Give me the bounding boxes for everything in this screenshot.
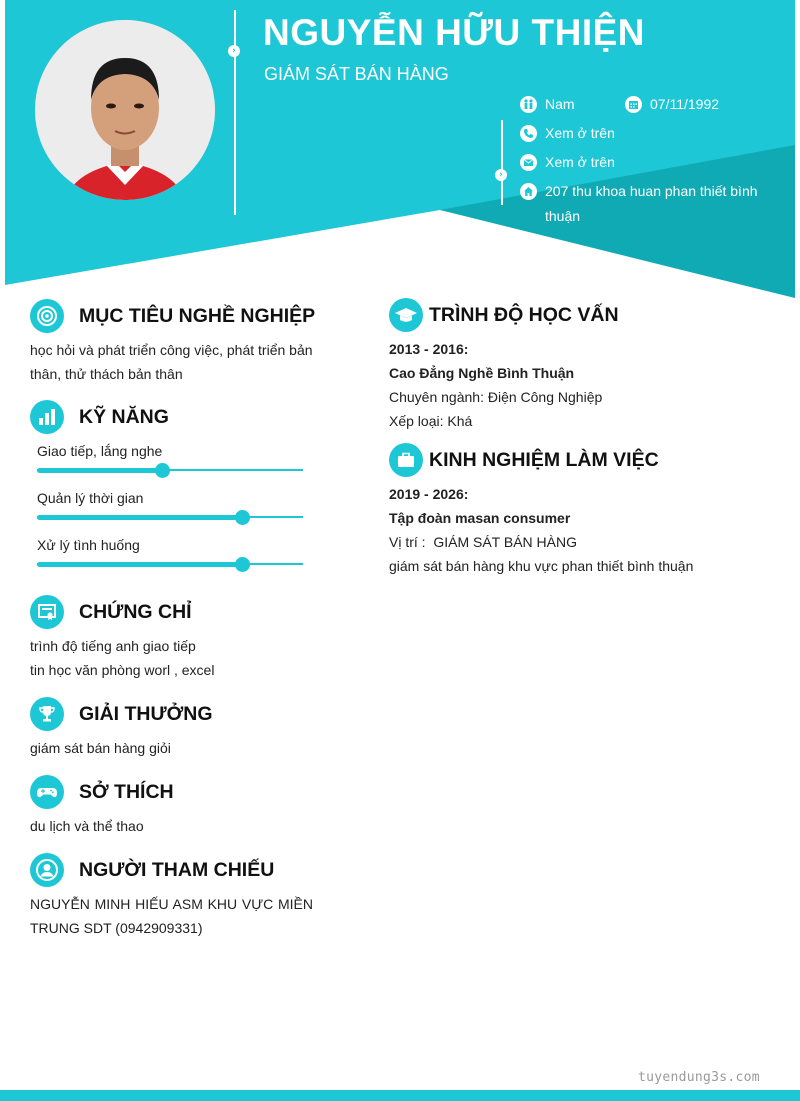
- bar-chart-icon: [30, 400, 64, 434]
- birthday-value: 07/11/1992: [650, 96, 720, 112]
- experience-company: Tập đoàn masan consumer: [389, 510, 571, 526]
- experience-position: Vị trí : GIÁM SÁT BÁN HÀNG: [389, 534, 577, 550]
- experience-title: KINH NGHIỆM LÀM VIỆC: [429, 448, 659, 471]
- education-grade: Xếp loại: Khá: [389, 413, 473, 429]
- skill-bar-fill: [37, 515, 242, 520]
- skills-heading: [30, 400, 169, 434]
- skill-label: Xử lý tình huống: [37, 537, 140, 553]
- education-title: TRÌNH ĐỘ HỌC VẤN: [429, 303, 619, 326]
- education-school: Cao Đẳng Nghề Bình Thuận: [389, 365, 575, 381]
- candidate-job-title: GIÁM SÁT BÁN HÀNG: [264, 64, 449, 84]
- phone-info: [520, 125, 615, 146]
- chevron-right-icon: ›: [228, 45, 240, 57]
- hobbies-title: SỞ THÍCH: [79, 780, 174, 803]
- hobbies-heading: [30, 775, 174, 809]
- skill-label: Quản lý thời gian: [37, 490, 144, 506]
- chevron-right-icon: ›: [495, 169, 507, 181]
- gender-value: Nam: [545, 96, 575, 112]
- gamepad-icon: [30, 775, 64, 809]
- phone-value: Xem ở trên: [545, 125, 615, 141]
- certificates-heading: [30, 595, 192, 629]
- skill-label: Giao tiếp, lắng nghe: [37, 443, 163, 459]
- references-title: NGƯỜI THAM CHIẾU: [79, 858, 275, 881]
- gender-icon: [520, 96, 537, 113]
- email-icon: [520, 154, 537, 171]
- skill-level-knob: [235, 510, 250, 525]
- awards-text: giám sát bán hàng giỏi: [30, 740, 171, 756]
- email-value: Xem ở trên: [545, 154, 615, 170]
- career-goal-heading: [30, 299, 315, 333]
- experience-period: 2019 - 2026:: [389, 486, 469, 502]
- certificate-line: trình độ tiếng anh giao tiếp: [30, 638, 196, 654]
- hobbies-text: du lịch và thể thao: [30, 818, 144, 834]
- avatar: [35, 20, 215, 200]
- candidate-name: NGUYỄN HỮU THIỆN: [263, 12, 645, 53]
- certificates-title: CHỨNG CHỈ: [79, 600, 192, 623]
- briefcase-icon: [389, 443, 423, 477]
- education-major: Chuyên ngành: Điện Công Nghiệp: [389, 389, 603, 405]
- address-info: [520, 183, 770, 229]
- career-goal-title: MỤC TIÊU NGHỀ NGHIỆP: [79, 304, 316, 327]
- email-info: [520, 154, 615, 175]
- education-period: 2013 - 2016:: [389, 341, 469, 357]
- career-goal-text: học hỏi và phát triển công việc, phát triển bản thân, thử thách bản thân: [30, 342, 313, 382]
- skill-bar-fill: [37, 468, 162, 473]
- references-heading: [30, 853, 274, 887]
- skill-level-knob: [155, 463, 170, 478]
- user-icon: [30, 853, 64, 887]
- certificate-line: tin học văn phòng worl , excel: [30, 662, 215, 678]
- home-icon: [520, 183, 537, 200]
- footer-bar: [0, 1090, 800, 1101]
- gender-info: [520, 96, 575, 117]
- awards-heading: [30, 697, 213, 731]
- contact-divider-line: [501, 120, 503, 205]
- education-heading: [389, 298, 619, 332]
- phone-icon: [520, 125, 537, 142]
- trophy-icon: [30, 697, 64, 731]
- experience-description: giám sát bán hàng khu vực phan thiết bình thuận: [389, 558, 694, 574]
- awards-title: GIẢI THƯỞNG: [79, 702, 213, 725]
- skills-title: KỸ NĂNG: [79, 405, 169, 428]
- skill-bar-fill: [37, 562, 242, 567]
- reference-line: NGUYỄN MINH HIẾU ASM KHU VỰC MIỀN: [30, 896, 313, 912]
- birthday-info: [625, 96, 719, 117]
- header-divider-line: [234, 10, 236, 215]
- address-value: 207 thu khoa huan phan thiết bình thuận: [545, 183, 758, 224]
- certificate-icon: [30, 595, 64, 629]
- target-icon: [30, 299, 64, 333]
- reference-line: TRUNG SDT (0942909331): [30, 920, 203, 936]
- skill-level-knob: [235, 557, 250, 572]
- calendar-icon: [625, 96, 642, 113]
- graduation-cap-icon: [389, 298, 423, 332]
- watermark: tuyendung3s.com: [638, 1070, 760, 1085]
- experience-heading: [389, 443, 659, 477]
